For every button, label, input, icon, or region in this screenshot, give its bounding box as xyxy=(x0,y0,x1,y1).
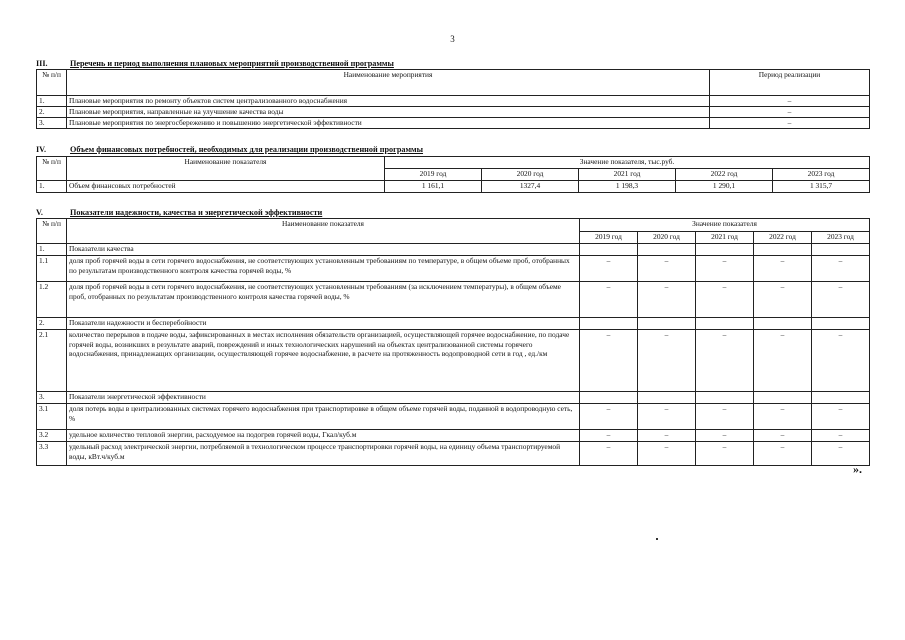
s5-value-cell: – xyxy=(812,442,870,466)
s5-value-cell: – xyxy=(638,330,696,392)
s3-row-name: Плановые мероприятия, направленные на улучшение качества воды xyxy=(67,107,710,118)
section3-number: III. xyxy=(36,59,48,68)
s4-year-header: 2023 год xyxy=(773,169,870,181)
s5-value-cell: – xyxy=(812,282,870,318)
section5-table xyxy=(36,218,870,466)
s3-header-period: Период реализации xyxy=(710,70,870,96)
s4-value-cell: 1 290,1 xyxy=(676,181,773,193)
s5-value-cell: – xyxy=(696,256,754,282)
s4-year-header: 2020 год xyxy=(482,169,579,181)
s5-value-cell: – xyxy=(754,442,812,466)
s3-row-period: – xyxy=(710,118,870,129)
s5-header-value-group: Значение показателя xyxy=(580,219,870,232)
s5-value-cell: – xyxy=(580,404,638,430)
s5-row-num: 2. xyxy=(37,318,67,330)
s4-header-value-group: Значение показателя, тыс.руб. xyxy=(385,157,870,169)
s5-value-cell: – xyxy=(580,282,638,318)
s4-year-header: 2021 год xyxy=(579,169,676,181)
closing-quote-mark: ». xyxy=(853,462,862,476)
s5-value-cell: – xyxy=(754,330,812,392)
s5-value-cell: – xyxy=(580,256,638,282)
s5-value-cell: – xyxy=(754,256,812,282)
page-number: 3 xyxy=(450,34,455,44)
s4-value-cell: 1 315,7 xyxy=(773,181,870,193)
s5-value-cell: – xyxy=(638,442,696,466)
s5-group-title: Показатели энергетической эффективности xyxy=(67,392,580,404)
s5-value-cell: – xyxy=(696,330,754,392)
s5-year-header: 2021 год xyxy=(696,232,754,244)
s3-row-period: – xyxy=(710,107,870,118)
s5-row-num: 3. xyxy=(37,392,67,404)
s5-row-name: доля проб горячей воды в сети горячего водоснабжения, не соответствующих установленным требованиям (за исключением температуры), в общем объеме проб, отобранных по результатам производственного контроля качества горячей воды, % xyxy=(67,282,580,318)
s3-row-name: Плановые мероприятия по энергосбережению и повышению энергетической эффективности xyxy=(67,118,710,129)
s3-header-name: Наименование мероприятия xyxy=(67,70,710,96)
s5-header-name: Наименование показателя xyxy=(67,219,580,244)
s5-row-name: доля потерь воды в централизованных системах горячего водоснабжения при транспортировке в общем объеме горячей воды, поданной в водопроводную сеть, % xyxy=(67,404,580,430)
s5-value-cell: – xyxy=(638,404,696,430)
s4-row-name: Объем финансовых потребностей xyxy=(67,181,385,193)
s5-value-cell: – xyxy=(812,256,870,282)
s5-year-header: 2019 год xyxy=(580,232,638,244)
s3-row-period: – xyxy=(710,96,870,107)
s3-row-num: 1. xyxy=(37,96,67,107)
s3-row-name: Плановые мероприятия по ремонту объектов систем централизованного водоснабжения xyxy=(67,96,710,107)
scan-speck xyxy=(656,538,658,540)
s4-value-cell: 1327,4 xyxy=(482,181,579,193)
s5-row-num: 1.2 xyxy=(37,282,67,318)
s5-row-num: 3.1 xyxy=(37,404,67,430)
s5-value-cell: – xyxy=(638,282,696,318)
s5-group-title: Показатели качества xyxy=(67,244,580,256)
s5-value-cell: – xyxy=(580,430,638,442)
s5-row-name: количество перерывов в подаче воды, зафиксированных в местах исполнения обязательств организацией, осуществляющей горячее водоснабжение, по подаче горячей воды, возникших в результате аварий, повреждений и иных технологических нарушений на объектах централизованной системы горячего водоснабжения, принадлежащих организации, осуществляющей горячее водоснабжение, в расчете на протяженность водопроводной сети в год , ед./км xyxy=(67,330,580,392)
s5-row-name: удельный расход электрической энергии, потребляемой в технологическом процессе транспортировки горячей воды, на единицу объема транспортируемой воды, кВт.ч/куб.м xyxy=(67,442,580,466)
s5-value-cell: – xyxy=(696,442,754,466)
section4-heading xyxy=(36,145,423,154)
s5-group-title: Показатели надежности и бесперебойности xyxy=(67,318,580,330)
s4-value-cell: 1 161,1 xyxy=(385,181,482,193)
s4-header-name: Наименование показателя xyxy=(67,157,385,181)
s3-row-num: 3. xyxy=(37,118,67,129)
s5-value-cell: – xyxy=(580,330,638,392)
s5-row-num: 3.2 xyxy=(37,430,67,442)
s5-value-cell: – xyxy=(696,404,754,430)
section4-title: Объем финансовых потребностей, необходимых для реализации производственной программы xyxy=(70,145,424,154)
s5-value-cell: – xyxy=(580,442,638,466)
s5-row-name: удельное количество тепловой энергии, расходуемое на подогрев горячей воды, Гкал/куб.м xyxy=(67,430,580,442)
s3-row-num: 2. xyxy=(37,107,67,118)
s5-row-num: 3.3 xyxy=(37,442,67,466)
s4-year-header: 2019 год xyxy=(385,169,482,181)
s5-row-num: 1. xyxy=(37,244,67,256)
s5-value-cell: – xyxy=(754,282,812,318)
section4-number: IV. xyxy=(36,145,47,154)
s5-header-num: № п/п xyxy=(37,219,67,244)
s5-row-num: 2.1 xyxy=(37,330,67,392)
section3-table xyxy=(36,69,870,129)
s5-row-num: 1.1 xyxy=(37,256,67,282)
s5-value-cell: – xyxy=(812,430,870,442)
s5-value-cell: – xyxy=(754,404,812,430)
section5-number: V. xyxy=(36,208,43,217)
s5-value-cell: – xyxy=(638,430,696,442)
s4-value-cell: 1 198,3 xyxy=(579,181,676,193)
s5-value-cell: – xyxy=(638,256,696,282)
s5-value-cell: – xyxy=(812,330,870,392)
s5-value-cell: – xyxy=(696,430,754,442)
s4-row-num: 1. xyxy=(37,181,67,193)
s5-year-header: 2020 год xyxy=(638,232,696,244)
section4-table xyxy=(36,156,870,193)
s5-value-cell: – xyxy=(754,430,812,442)
s4-header-num: № п/п xyxy=(37,157,67,181)
s4-year-header: 2022 год xyxy=(676,169,773,181)
s5-value-cell: – xyxy=(812,404,870,430)
section5-title: Показатели надежности, качества и энергетической эффективности xyxy=(70,208,323,217)
s5-row-name: доля проб горячей воды в сети горячего водоснабжения, не соответствующих установленным требованиям по температуре, в общем объеме проб, отобранных по результатам производственного контроля качества горячей воды, % xyxy=(67,256,580,282)
s3-header-num: № п/п xyxy=(37,70,67,96)
s5-year-header: 2022 год xyxy=(754,232,812,244)
section5-heading xyxy=(36,208,322,217)
s5-value-cell: – xyxy=(696,282,754,318)
section3-heading xyxy=(36,59,394,68)
section3-title: Перечень и период выполнения плановых мероприятий производственной программы xyxy=(70,59,394,68)
s5-year-header: 2023 год xyxy=(812,232,870,244)
